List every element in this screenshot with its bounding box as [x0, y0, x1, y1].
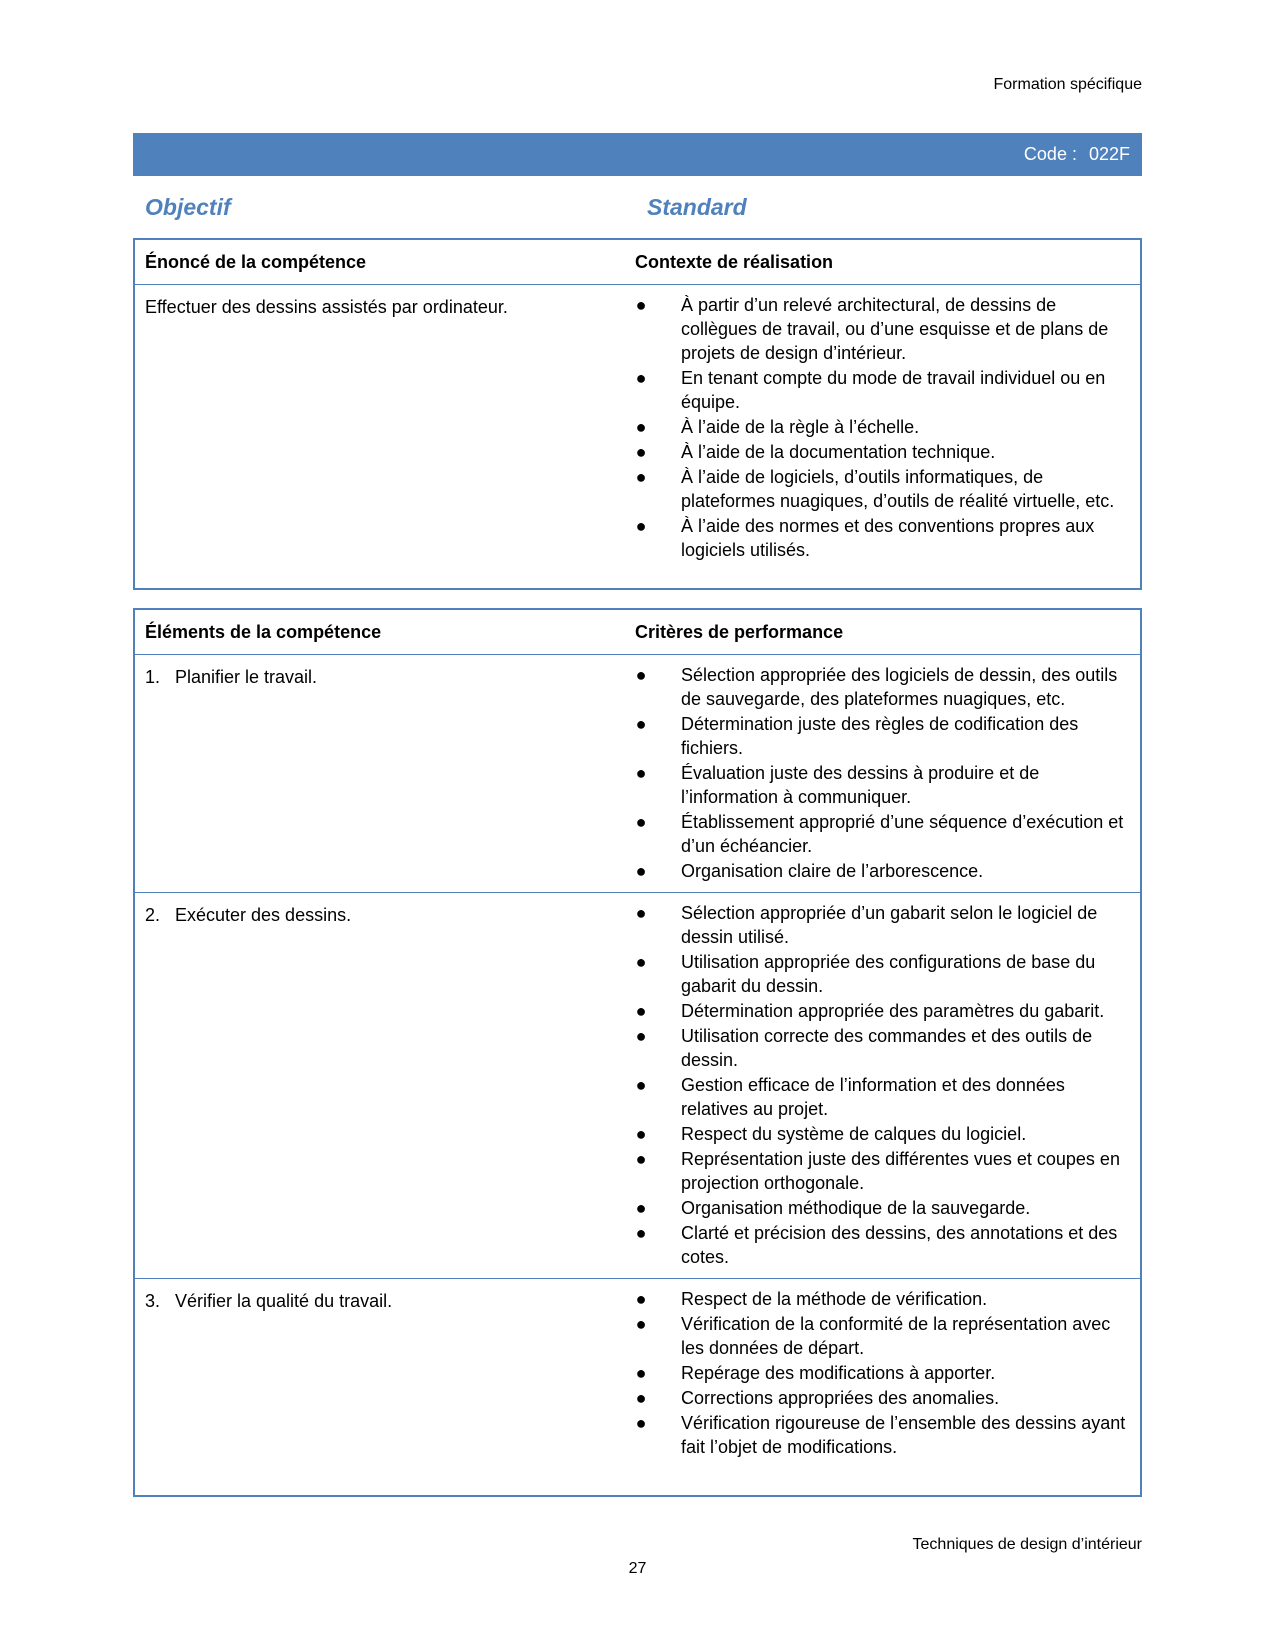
section-headings — [145, 194, 1135, 222]
element-cell — [135, 893, 635, 1278]
list-item: ● À l’aide des normes et des conventions propres aux logiciels utilisés. — [635, 516, 1095, 560]
criteria-cell — [635, 893, 1140, 1278]
bullet-icon: ● — [635, 1124, 647, 1144]
bullet-icon: ● — [635, 1198, 647, 1218]
bullet-icon: ● — [635, 417, 647, 437]
contexte-column-header: Contexte de réalisation — [635, 251, 834, 272]
code-band — [133, 133, 1142, 176]
bullet-icon: ● — [635, 665, 647, 685]
table-row — [135, 1279, 1140, 1468]
code-label: Code : — [1023, 144, 1077, 164]
enonce-text: Effectuer des dessins assistés par ordinateur. — [145, 297, 508, 317]
list-item: ● Clarté et précision des dessins, des annotations et des cotes. — [635, 1223, 1118, 1267]
criteria-list — [635, 663, 1130, 883]
list-item: ● Repérage des modifications à apporter. — [635, 1363, 996, 1383]
list-item: ● En tenant compte du mode de travail individuel ou en équipe. — [635, 368, 1106, 412]
table-row — [135, 655, 1140, 893]
list-item: ● Détermination juste des règles de codification des fichiers. — [635, 714, 1079, 758]
criteria-list — [635, 901, 1130, 1269]
bullet-icon: ● — [635, 714, 647, 734]
list-item: ● Respect de la méthode de vérification. — [635, 1289, 988, 1309]
bullet-icon: ● — [635, 368, 647, 388]
list-item: ● À l’aide de la règle à l’échelle. — [635, 417, 920, 437]
bullet-icon: ● — [635, 295, 647, 315]
elements-table — [133, 608, 1142, 1497]
criteria-cell — [635, 1279, 1140, 1468]
bullet-icon: ● — [635, 1314, 647, 1334]
elements-table-header — [135, 610, 1140, 655]
list-item: ● Utilisation appropriée des configurations de base du gabarit du dessin. — [635, 952, 1096, 996]
list-item: ● Vérification de la conformité de la représentation avec les données de départ. — [635, 1314, 1111, 1358]
element-number: 3. — [145, 1291, 161, 1311]
objectif-heading: Objectif — [145, 194, 231, 220]
enonce-column-header: Énoncé de la compétence — [145, 251, 367, 272]
page-number: 27 — [628, 1560, 647, 1577]
list-item: ● Respect du système de calques du logiciel. — [635, 1124, 1027, 1144]
bullet-icon: ● — [635, 1026, 647, 1046]
bullet-icon: ● — [635, 442, 647, 462]
table-row — [135, 893, 1140, 1279]
list-item: ● À l’aide de la documentation technique. — [635, 442, 996, 462]
list-item: ● Représentation juste des différentes vues et coupes en projection orthogonale. — [635, 1149, 1120, 1193]
bullet-icon: ● — [635, 903, 647, 923]
list-item: ● Détermination appropriée des paramètres du gabarit. — [635, 1001, 1105, 1021]
bullet-icon: ● — [635, 1413, 647, 1433]
list-item: ● Gestion efficace de l’information et des données relatives au projet. — [635, 1075, 1065, 1119]
competence-row — [135, 285, 1140, 571]
element-number: 2. — [145, 905, 161, 925]
list-item: ● Sélection appropriée des logiciels de dessin, des outils de sauvegarde, des plateformes nuagiques, etc. — [635, 665, 1118, 709]
list-item: ● Sélection appropriée d’un gabarit selon le logiciel de dessin utilisé. — [635, 903, 1098, 947]
bullet-icon: ● — [635, 952, 647, 972]
criteres-column-header: Critères de performance — [635, 621, 844, 642]
list-item: ● Organisation claire de l’arborescence. — [635, 861, 984, 881]
competence-table-header — [135, 240, 1140, 285]
code-value: 022F — [1088, 144, 1130, 164]
bullet-icon: ● — [635, 1289, 647, 1309]
standard-heading: Standard — [647, 194, 747, 220]
list-item: ● Utilisation correcte des commandes et des outils de dessin. — [635, 1026, 1093, 1070]
contexte-list — [635, 293, 1130, 562]
bullet-icon: ● — [635, 1001, 647, 1021]
criteria-cell — [635, 655, 1140, 892]
element-text: Planifier le travail. — [175, 667, 318, 687]
list-item: ● Évaluation juste des dessins à produire et de l’information à communiquer. — [635, 763, 1040, 807]
bullet-icon: ● — [635, 1363, 647, 1383]
bullet-icon: ● — [635, 812, 647, 832]
element-text: Exécuter des dessins. — [175, 905, 352, 925]
list-item: ● À partir d’un relevé architectural, de dessins de collègues de travail, ou d’une esquisse et de plans de projets de design d’intérieur. — [635, 295, 1109, 363]
bullet-icon: ● — [635, 1223, 647, 1243]
bullet-icon: ● — [635, 516, 647, 536]
elements-column-header: Éléments de la compétence — [145, 621, 382, 642]
bullet-icon: ● — [635, 1388, 647, 1408]
list-item: ● À l’aide de logiciels, d’outils informatiques, de plateformes nuagiques, d’outils de réalité virtuelle, etc. — [635, 467, 1115, 511]
list-item: ● Organisation méthodique de la sauvegarde. — [635, 1198, 1031, 1218]
list-item: ● Corrections appropriées des anomalies. — [635, 1388, 1000, 1408]
element-number: 1. — [145, 667, 161, 687]
running-header: Formation spécifique — [993, 76, 1142, 93]
bullet-icon: ● — [635, 1149, 647, 1169]
bullet-icon: ● — [635, 763, 647, 783]
footer-program-title: Techniques de design d’intérieur — [912, 1536, 1142, 1553]
element-text: Vérifier la qualité du travail. — [175, 1291, 393, 1311]
list-item: ● Vérification rigoureuse de l’ensemble des dessins ayant fait l’objet de modifications. — [635, 1413, 1126, 1457]
element-cell — [135, 1279, 635, 1468]
bullet-icon: ● — [635, 861, 647, 881]
competence-table — [133, 238, 1142, 590]
bullet-icon: ● — [635, 467, 647, 487]
bullet-icon: ● — [635, 1075, 647, 1095]
list-item: ● Établissement approprié d’une séquence d’exécution et d’un échéancier. — [635, 812, 1124, 856]
criteria-list — [635, 1287, 1130, 1459]
contexte-cell — [635, 285, 1140, 571]
element-cell — [135, 655, 635, 892]
